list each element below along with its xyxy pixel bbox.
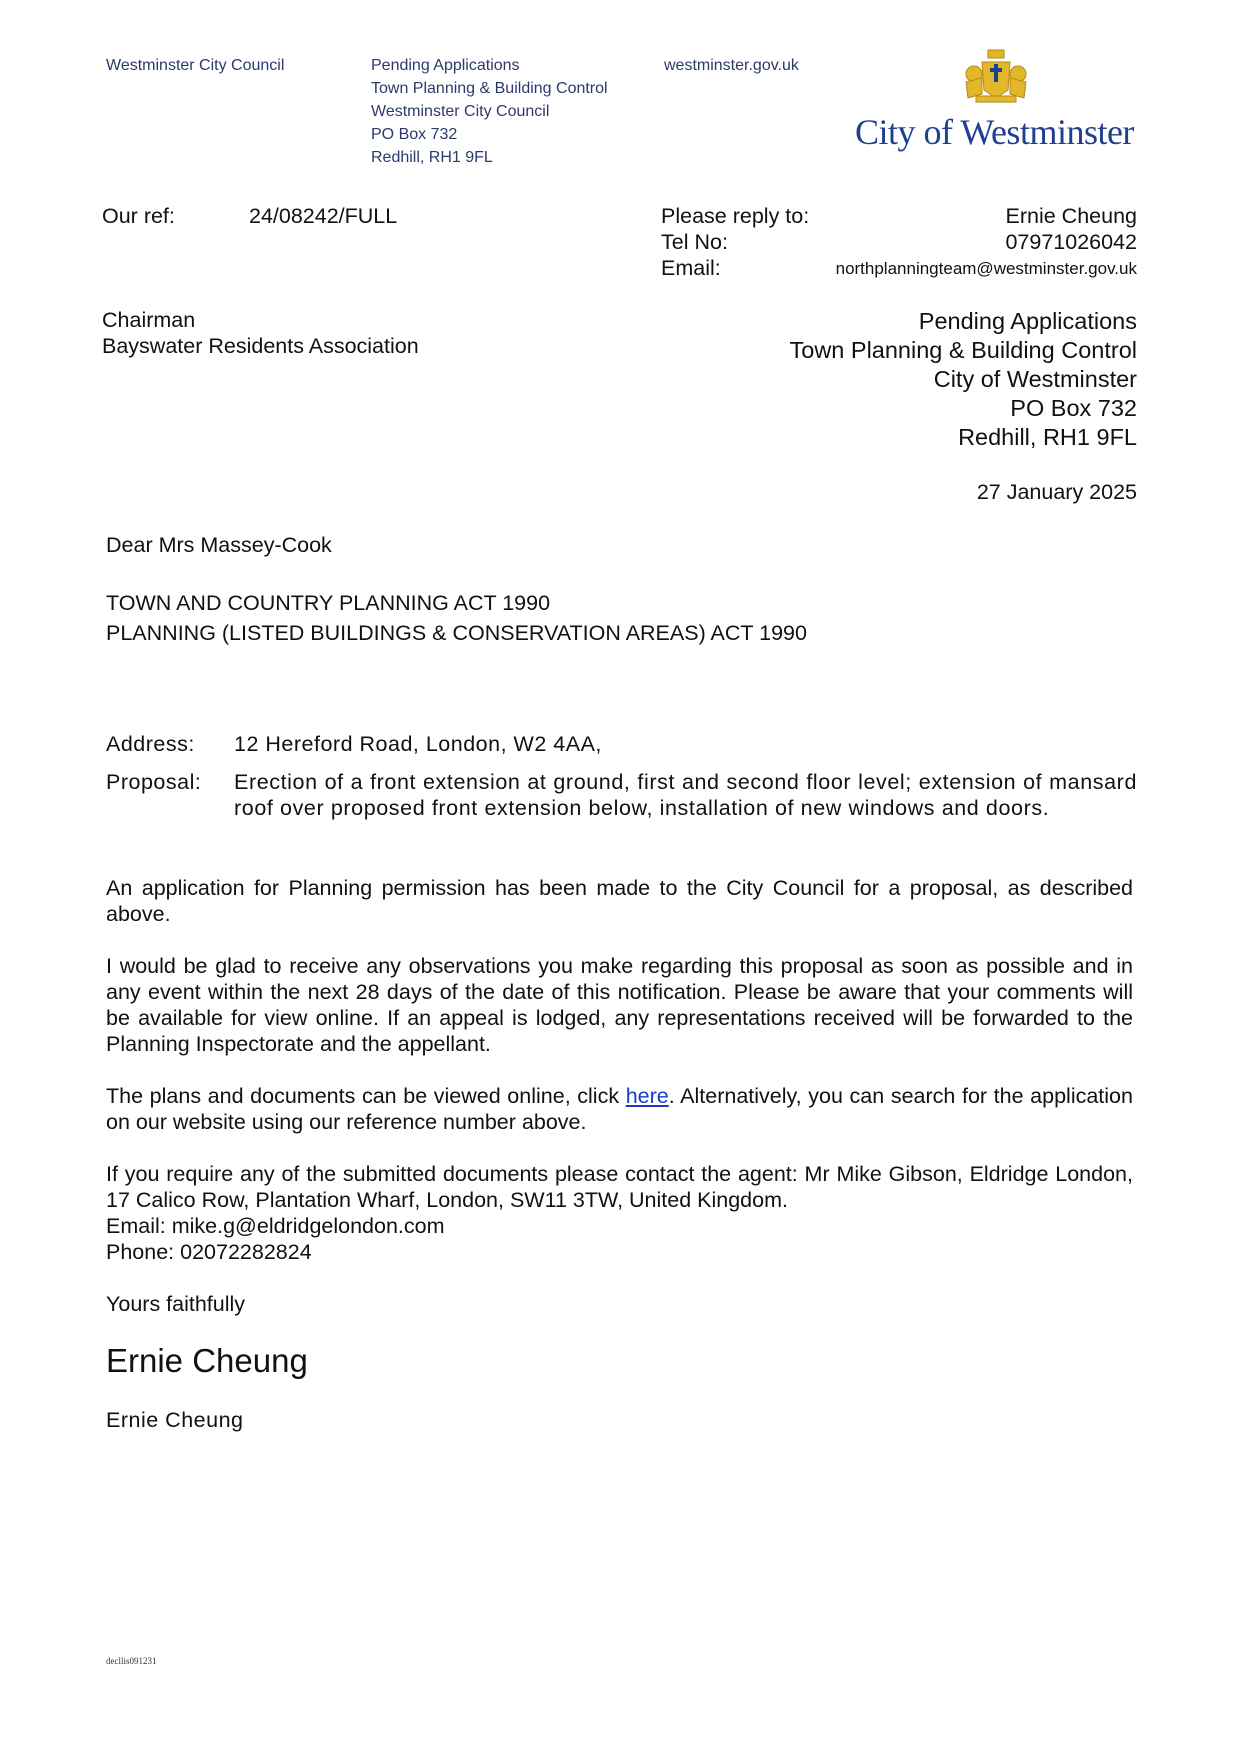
recipient-block	[102, 307, 419, 359]
council-crest-icon	[960, 48, 1032, 104]
plans-text: The plans and documents can be viewed online, click	[106, 1084, 626, 1108]
recipient-line: Chairman	[102, 308, 196, 332]
acts-heading	[106, 588, 807, 648]
paragraph-observations: I would be glad to receive any observations you make regarding this proposal as soon as possible and in any event within the next 28 days of the date of this notification. Please be aware that your comments will be available for view online. If an appeal is lodged, any representations received will be forwarded to the Planning Inspectorate and the appellant.	[106, 954, 1133, 1056]
agent-details: If you require any of the submitted documents please contact the agent: Mr Mike Gibson, Eldridge London, 17 Calico Row, Plantation Wharf, London, SW11 3TW, United Kingdom.	[106, 1162, 1133, 1212]
paragraph-agent	[106, 1161, 1133, 1265]
header-website	[664, 54, 799, 77]
sender-address-line: Town Planning & Building Control	[789, 337, 1137, 363]
closing: Yours faithfully	[106, 1292, 246, 1316]
sender-address-line: PO Box 732	[1010, 395, 1137, 421]
agent-email: Email: mike.g@eldridgelondon.com	[106, 1214, 445, 1238]
sender-address-line: Redhill, RH1 9FL	[958, 424, 1137, 450]
header-website-text: westminster.gov.uk	[664, 57, 799, 74]
agent-phone: Phone: 02072282824	[106, 1240, 312, 1264]
council-logo-wordmark: City of Westminster	[855, 112, 1134, 152]
plans-here-link[interactable]: here	[625, 1084, 669, 1108]
tel-value: 07971026042	[1005, 230, 1137, 254]
act-title: PLANNING (LISTED BUILDINGS & CONSERVATION AREAS) ACT 1990	[106, 621, 807, 645]
reference-value: 24/08242/FULL	[249, 204, 398, 228]
reply-to-label: Please reply to:	[661, 204, 810, 228]
sender-address-block	[790, 307, 1138, 452]
header-address-line: Redhill, RH1 9FL	[371, 149, 493, 166]
address-label: Address:	[106, 732, 195, 756]
proposal-value: Erection of a front extension at ground, first and second floor level; extension of mansard roof over proposed front extension below, installation of new windows and doors.	[234, 770, 1137, 820]
header-address-line: Pending Applications	[371, 57, 520, 74]
address-value: 12 Hereford Road, London, W2 4AA,	[234, 732, 602, 756]
header-org-name: Westminster City Council	[106, 57, 285, 74]
header-address-line: Westminster City Council	[371, 103, 550, 120]
header-address-line: Town Planning & Building Control	[371, 80, 608, 97]
signatory-name: Ernie Cheung	[106, 1408, 244, 1432]
sender-address-line: City of Westminster	[933, 366, 1137, 392]
header-address-line: PO Box 732	[371, 126, 458, 143]
paragraph-plans	[106, 1083, 1133, 1135]
salutation: Dear Mrs Massey-Cook	[106, 533, 332, 557]
footer-code: decllis091231	[106, 1656, 157, 1666]
sender-address-line: Pending Applications	[918, 308, 1137, 334]
reference-label: Our ref:	[102, 204, 175, 228]
header-organisation	[106, 54, 284, 77]
email-label: Email:	[661, 256, 721, 280]
signature: Ernie Cheung	[106, 1342, 308, 1379]
letter-date: 27 January 2025	[976, 480, 1137, 504]
proposal-label: Proposal:	[106, 770, 202, 794]
paragraph-application: An application for Planning permission has been made to the City Council for a proposal, as described above.	[106, 876, 1133, 926]
tel-label: Tel No:	[661, 230, 728, 254]
email-value: northplanningteam@westminster.gov.uk	[835, 259, 1137, 278]
plans-text-continued: . Alternatively, you can search for the application on our website using our reference number above.	[106, 1084, 1133, 1134]
act-title: TOWN AND COUNTRY PLANNING ACT 1990	[106, 591, 551, 615]
header-address-block	[371, 54, 608, 169]
reply-to-name: Ernie Cheung	[1005, 204, 1137, 228]
recipient-line: Bayswater Residents Association	[102, 334, 419, 358]
